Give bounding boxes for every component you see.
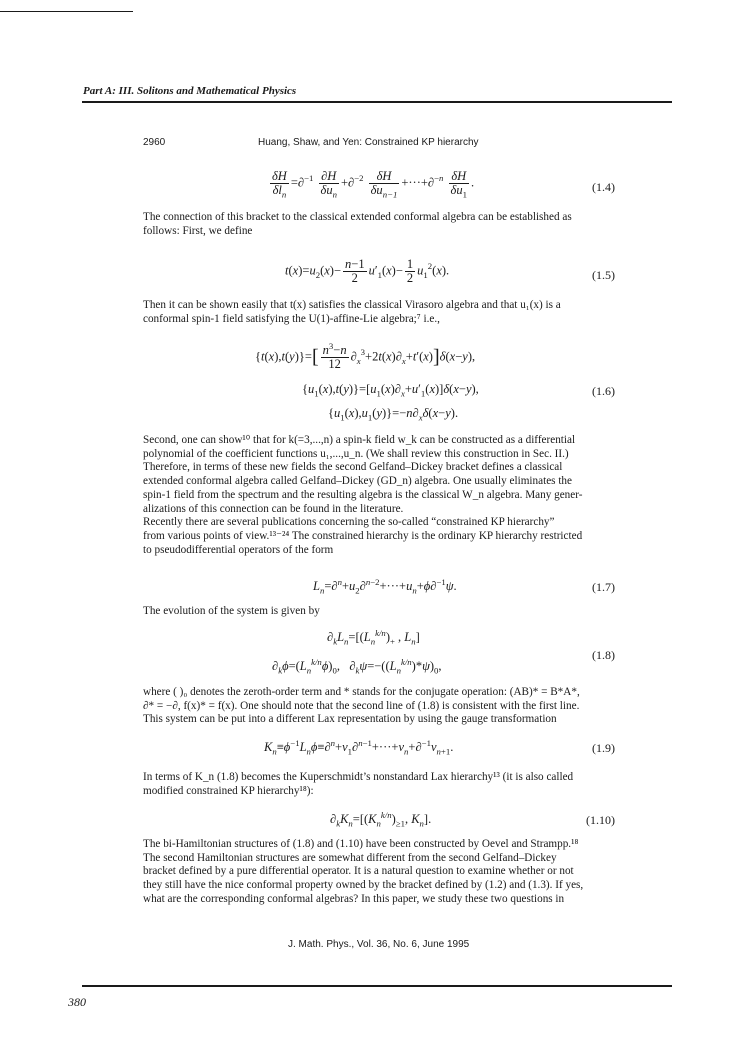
text-line: where ( )₀ denotes the zeroth-order term and * stands for the conjugate operation: (AB)* = B*A*,	[143, 686, 580, 698]
top-rule	[0, 11, 133, 12]
equation-1-5: $t(x)=u_2(x)-$ $\frac{n-1}{2}$ $u'_1(x)-$ $\frac{1}{2}$ $u_1^2(x)$.	[285, 257, 450, 285]
volume-page-number: 380	[68, 995, 86, 1009]
text-line: modified constrained KP hierarchy¹⁸):	[143, 784, 314, 797]
equation-number-1-5: (1.5)	[592, 268, 615, 282]
text-line: Recently there are several publications concerning the so-called “constrained KP hierarchy”	[143, 516, 555, 529]
section-header: Part A: III. Solitons and Mathematical Physics	[83, 85, 297, 97]
equation-1-10: $\partial_kK_n=[(K_n^{k/n})_{\ge 1}$, $K_n$].	[330, 809, 432, 829]
text-line: polynomial of the coefficient functions u₁,...,u_n. (We shall review this construction in Sec. II.)	[143, 447, 569, 460]
paragraph-6	[143, 771, 615, 798]
text-line: This system can be put into a different Lax representation by using the gauge transformation	[143, 713, 557, 726]
equation-1-6-line-1: {t(x),t(y)}=[ $\frac{n^3-n}{12}$ $\partial_x^3+2t(x)\partial_x+t'(x)]\delta(x-y)$,	[255, 340, 476, 371]
text-line: alizations of this connection can be found in the literature.	[143, 502, 404, 515]
text-line: follows: First, we define	[143, 224, 253, 237]
paragraph-2	[143, 299, 615, 326]
equation-1-8-line-1: $\partial_kL_n=[(L_n^{k/n})_+$ , $L_n$]	[327, 627, 420, 647]
equation-number-1-9: (1.9)	[592, 741, 615, 755]
text-line: The bi-Hamiltonian structures of (1.8) and (1.10) have been constructed by Oevel and Strampp.¹⁸	[143, 838, 579, 850]
running-title: Huang, Shaw, and Yen: Constrained KP hierarchy	[258, 137, 479, 148]
text-line: they still have the nice conformal property owned by the bracket defined by (1.2) and (1.3). If yes,	[143, 879, 584, 892]
equation-1-8-line-2: $\partial_k\phi=(L_n^{k/n}\phi)_0$, $\partial_k\psi=-((L_n^{k/n})*\psi)_0$,	[272, 656, 442, 676]
paragraph-7	[143, 838, 615, 907]
equation-1-6-line-3: $\{u_1(x),u_1(y)\}=-n\partial_x\delta(x-y)$.	[328, 406, 459, 423]
equation-number-1-4: (1.4)	[592, 180, 615, 194]
equation-1-4: $\frac{\delta H}{\delta l_n}$ =∂$^{-1}$ $\frac{\partial H}{\delta u_n}$ +∂$^{-2}$ $\frac{\delta H}{\delta u_{n-1}}$ +···+∂$^{-n}$ $\frac{\delta H}{\delta u_1}$ .	[272, 169, 475, 200]
text-line: to pseudodifferential operators of the form	[143, 543, 334, 556]
text-line: ∂* = −∂, f(x)* = f(x). One should note that the second line of (1.8) is consistent with the first line.	[143, 699, 580, 712]
paragraph-4	[143, 605, 615, 619]
text-line: spin-1 field from the spectrum and the resulting algebra is the classical W_n algebra. Many gener-	[143, 488, 583, 501]
equation-1-6-line-2: $\{u_1(x),t(y)\}=[u_1(x)\partial_x+u'_1(x)]\delta(x-y)$,	[302, 382, 479, 399]
text-line: extended conformal algebra called Gelfand–Dickey (GD_n) algebra. One usually eliminates the	[143, 475, 572, 488]
text-line: from various points of view.¹³⁻²⁴ The constrained hierarchy is the ordinary KP hierarchy restricted	[143, 529, 583, 542]
header-rule	[82, 101, 672, 103]
equation-number-1-8: (1.8)	[592, 648, 615, 662]
equation-1-9: $K_n\equiv\phi^{-1}L_n\phi\equiv\partial^n+v_1\partial^{n-1}+\cdot\cdot\cdot+v_n+\partial^{-1}v_{n+1}$.	[264, 737, 454, 757]
text-line: conformal spin-1 field satisfying the U(1)-affine-Lie algebra;⁷ i.e.,	[143, 312, 440, 325]
journal-footer: J. Math. Phys., Vol. 36, No. 6, June 1995	[288, 939, 470, 950]
footer-rule	[82, 985, 672, 987]
text-line: In terms of K_n (1.8) becomes the Kuperschmidt’s nonstandard Lax hierarchy¹³ (it is also called	[143, 771, 574, 783]
text-line: The connection of this bracket to the classical extended conformal algebra can be established as	[143, 211, 572, 223]
text-line: Second, one can show¹⁰ that for k(=3,...,n) a spin-k field w_k can be constructed as a differential	[143, 434, 576, 446]
equation-number-1-6: (1.6)	[592, 384, 615, 398]
text-line: Therefore, in terms of these new fields the second Gelfand–Dickey bracket defines a classical	[143, 461, 563, 474]
paragraph-3	[143, 434, 615, 557]
text-line: bracket defined by a pure differential operator. It is a natural question to examine whether or not	[143, 865, 574, 878]
paragraph-5	[143, 686, 615, 727]
equation-1-7: $L_n=\partial^n+u_2\partial^{n-2}+\cdot\cdot\cdot+u_n+\phi\partial^{-1}\psi$.	[313, 576, 457, 596]
text-line: what are the corresponding conformal algebras? In this paper, we study these two questions in	[143, 892, 565, 905]
paragraph-1	[143, 211, 615, 238]
equation-number-1-10: (1.10)	[586, 813, 615, 827]
text-line: Then it can be shown easily that t(x) satisfies the classical Virasoro algebra and that u₁(x) is a	[143, 299, 561, 311]
page-number: 2960	[143, 137, 166, 148]
equation-number-1-7: (1.7)	[592, 580, 615, 594]
text-line: The evolution of the system is given by	[143, 605, 320, 617]
text-line: The second Hamiltonian structures are somewhat different from the second Gelfand–Dickey	[143, 851, 557, 864]
